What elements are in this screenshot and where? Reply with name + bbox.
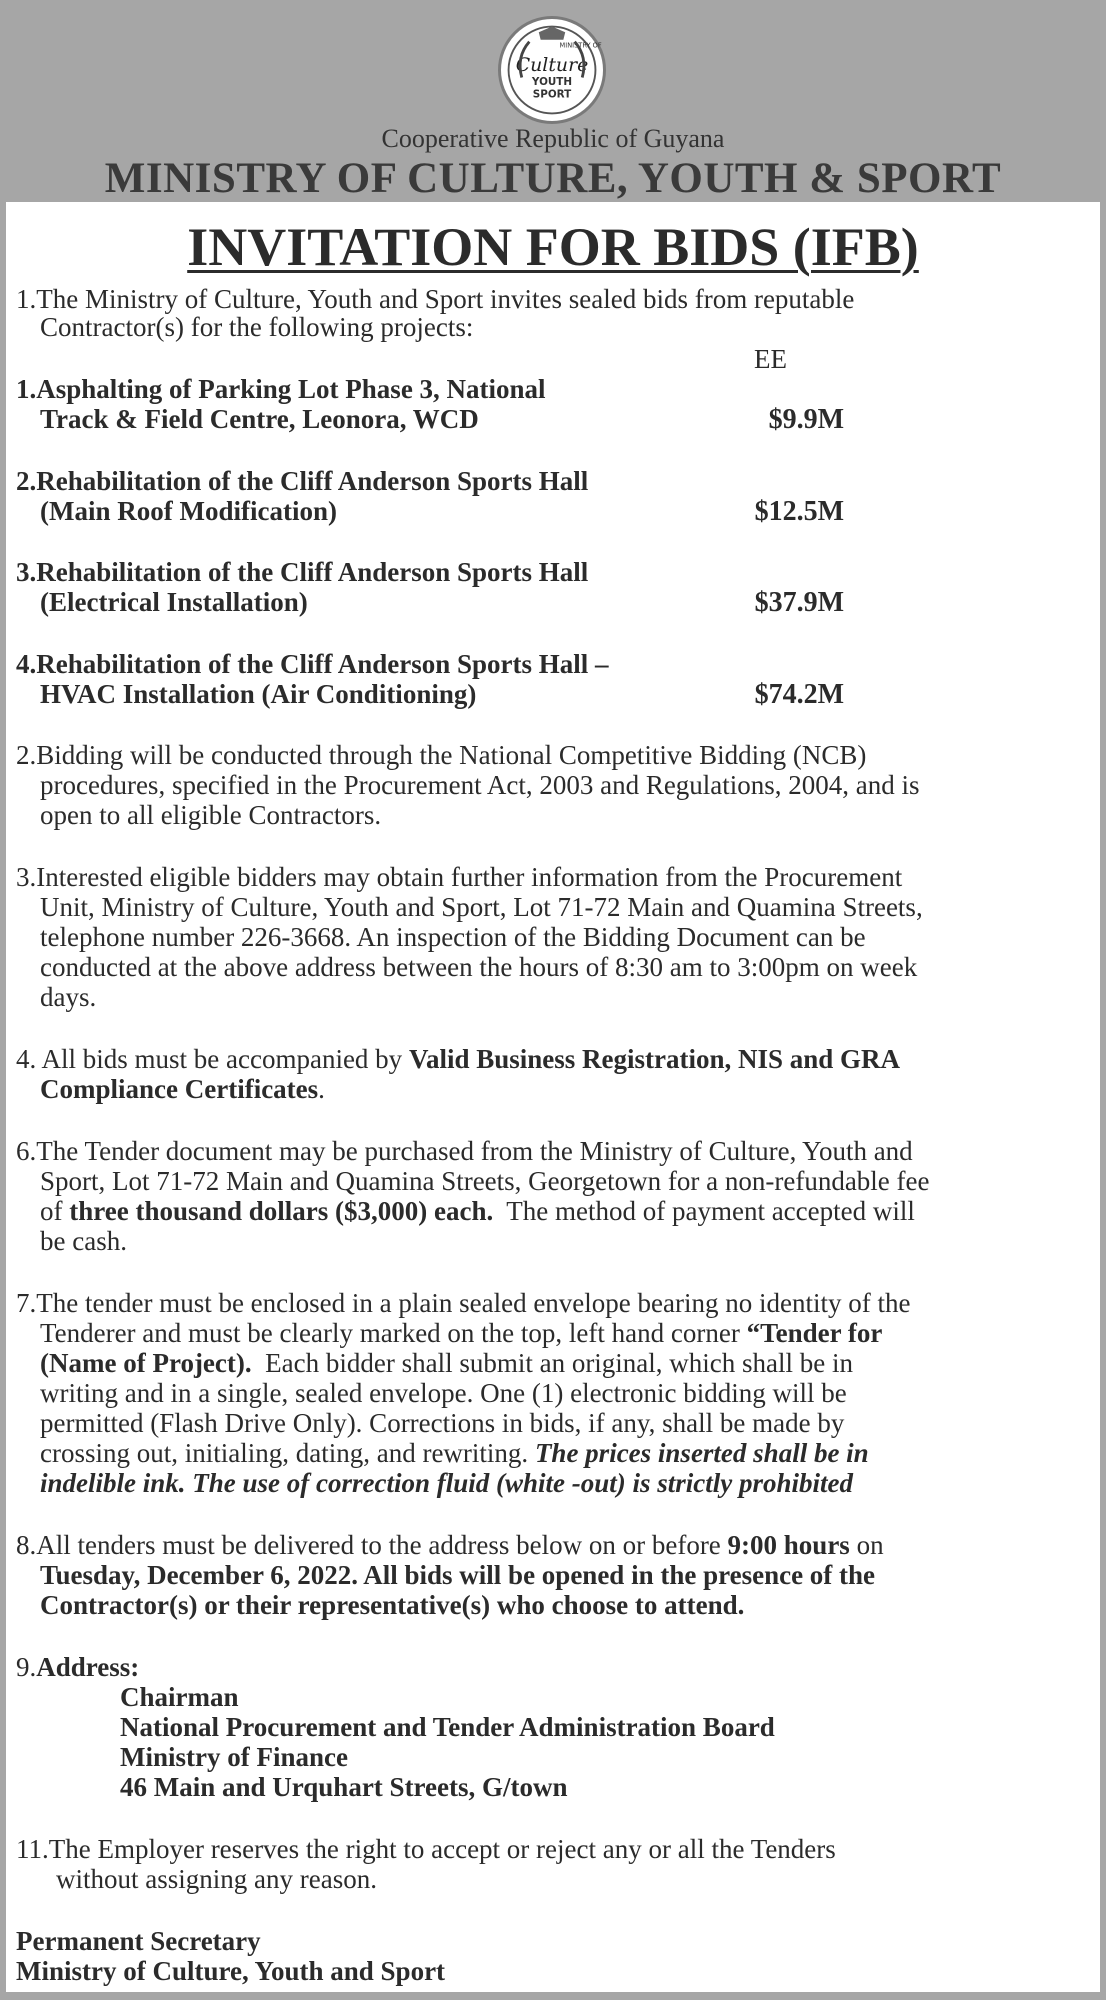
item3-line5: days. — [40, 982, 97, 1012]
header-banner — [0, 0, 1106, 202]
item6-line2: Sport, Lot 71-72 Main and Quamina Streets, Georgetown for a non-refundable fee — [40, 1166, 930, 1196]
ministry-name: MINISTRY OF CULTURE, YOUTH & SPORT — [104, 155, 1002, 202]
address-line4: 46 Main and Urquhart Streets, G/town — [120, 1772, 568, 1802]
item3-line4: conducted at the above address between the hours of 8:30 am to 3:00pm on week — [40, 952, 918, 982]
project-1-line2: Track & Field Centre, Leonora, WCD — [40, 404, 479, 434]
republic-name: Cooperative Republic of Guyana — [381, 124, 725, 153]
project-2-line1: 2.Rehabilitation of the Cliff Anderson Sports Hall — [16, 466, 589, 496]
project-3-amount: $37.9M — [754, 587, 844, 618]
item1-line1: 1.The Ministry of Culture, Youth and Sport invites sealed bids from reputable — [16, 284, 855, 314]
item1-line2: Contractor(s) for the following projects: — [40, 312, 474, 342]
item2-line2: procedures, specified in the Procurement Act, 2003 and Regulations, 2004, and is — [40, 770, 920, 800]
item7-line1: 7.The tender must be enclosed in a plain sealed envelope bearing no identity of the — [16, 1288, 911, 1318]
signature-title: Permanent Secretary — [16, 1926, 261, 1956]
item6-line3: of three thousand dollars ($3,000) each. The method of payment accepted will — [40, 1196, 915, 1226]
project-4-line2: HVAC Installation (Air Conditioning) — [40, 679, 477, 709]
item2-line1: 2.Bidding will be conducted through the National Competitive Bidding (NCB) — [16, 740, 867, 770]
item8-line2: Tuesday, December 6, 2022. All bids will be opened in the presence of the — [40, 1560, 876, 1590]
project-4-amount: $74.2M — [754, 679, 844, 710]
item11-line1: 11.The Employer reserves the right to accept or reject any or all the Tenders — [16, 1834, 836, 1864]
svg-text:Culture: Culture — [515, 53, 589, 76]
item6-line1: 6.The Tender document may be purchased from the Ministry of Culture, Youth and — [16, 1136, 913, 1166]
item9-label: 9.Address: — [16, 1652, 140, 1682]
item8-line1: 8.All tenders must be delivered to the address below on or before 9:00 hours on — [16, 1530, 884, 1560]
item3-line2: Unit, Ministry of Culture, Youth and Sport, Lot 71-72 Main and Quamina Streets, — [40, 892, 923, 922]
item6-line4: be cash. — [40, 1226, 127, 1256]
item8-line3: Contractor(s) or their representative(s) who choose to attend. — [40, 1590, 745, 1620]
item2-line3: open to all eligible Contractors. — [40, 800, 382, 830]
svg-text:YOUTH: YOUTH — [531, 76, 573, 89]
item7-line3: (Name of Project). Each bidder shall submit an original, which shall be in — [40, 1348, 854, 1378]
project-1-amount: $9.9M — [768, 404, 844, 435]
item7-line5: permitted (Flash Drive Only). Corrections in bids, if any, shall be made by — [40, 1408, 845, 1438]
item3-line1: 3.Interested eligible bidders may obtain further information from the Procurement — [16, 862, 903, 892]
item7-line7: indelible ink. The use of correction fluid (white -out) is strictly prohibited — [40, 1468, 854, 1498]
signature-ministry: Ministry of Culture, Youth and Sport — [16, 1956, 446, 1986]
project-3-line2: (Electrical Installation) — [40, 587, 308, 617]
project-1-line1: 1.Asphalting of Parking Lot Phase 3, National — [16, 374, 546, 404]
project-2-amount: $12.5M — [754, 496, 844, 527]
ee-column-label: EE — [754, 344, 787, 374]
address-line2: National Procurement and Tender Administration Board — [120, 1712, 775, 1742]
project-4-line1: 4.Rehabilitation of the Cliff Anderson Sports Hall – — [16, 649, 609, 679]
seal-icon — [501, 19, 603, 121]
item7-line6: crossing out, initialing, dating, and rewriting. The prices inserted shall be in — [40, 1438, 869, 1468]
project-2-line2: (Main Roof Modification) — [40, 496, 337, 526]
svg-text:SPORT: SPORT — [532, 88, 572, 101]
item11-line2: without assigning any reason. — [56, 1864, 377, 1894]
page-title: INVITATION FOR BIDS (IFB) — [187, 217, 919, 277]
item7-line4: writing and in a single, sealed envelope. One (1) electronic bidding will be — [40, 1378, 847, 1408]
ministry-seal-logo — [498, 16, 606, 124]
address-line3: Ministry of Finance — [120, 1742, 348, 1772]
item4-line2: Compliance Certificates. — [40, 1074, 325, 1104]
item4-line1: 4. All bids must be accompanied by Valid Business Registration, NIS and GRA — [16, 1044, 901, 1074]
address-line1: Chairman — [120, 1682, 239, 1712]
item3-line3: telephone number 226-3668. An inspection of the Bidding Document can be — [40, 922, 866, 952]
notice-body — [6, 202, 1100, 1992]
svg-text:MINISTRY OF: MINISTRY OF — [559, 41, 602, 50]
item7-line2: Tenderer and must be clearly marked on the top, left hand corner “Tender for — [40, 1318, 883, 1348]
project-3-line1: 3.Rehabilitation of the Cliff Anderson Sports Hall — [16, 557, 589, 587]
